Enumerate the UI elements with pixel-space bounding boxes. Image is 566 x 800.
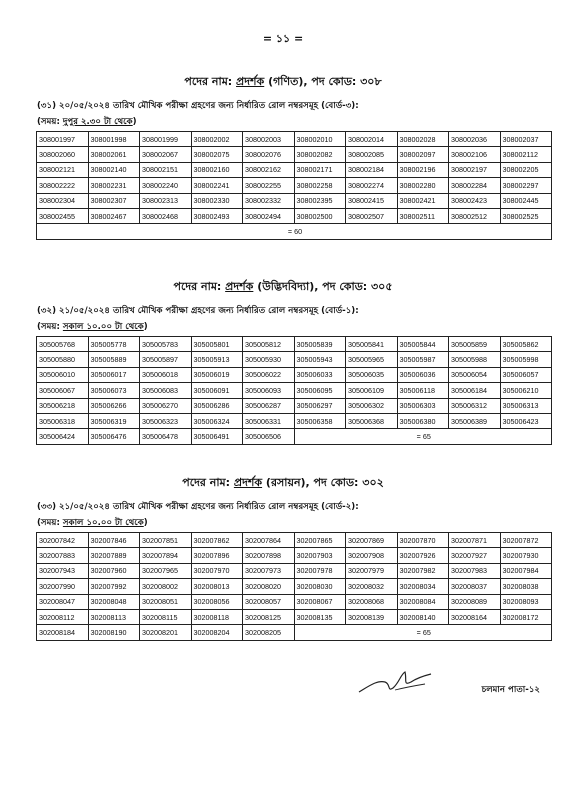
roll-number-cell: 302008020 xyxy=(243,579,295,594)
roll-number-cell: 308002097 xyxy=(397,147,449,162)
roll-number-cell: 305006368 xyxy=(346,413,398,428)
roll-number-cell: 308002085 xyxy=(346,147,398,162)
roll-number-cell: 302008139 xyxy=(346,609,398,624)
roll-number-cell: 308002060 xyxy=(37,147,89,162)
roll-number-cell: 305006331 xyxy=(243,413,295,428)
roll-number-cell: 308002231 xyxy=(88,178,140,193)
roll-number-cell: 305006054 xyxy=(449,367,501,382)
roll-number-cell: 308002002 xyxy=(191,132,243,147)
roll-number-cell: 308002332 xyxy=(243,193,295,208)
roll-number-cell: 305005768 xyxy=(37,337,89,352)
roll-number-cell: 308002525 xyxy=(500,208,552,223)
roll-number-cell: 308002240 xyxy=(140,178,192,193)
roll-number-cell: 308002395 xyxy=(294,193,346,208)
roll-number-cell: 305006506 xyxy=(243,429,295,444)
roll-number-cell: 302008089 xyxy=(449,594,501,609)
total-count: = 60 xyxy=(37,224,552,239)
roll-number-cell: 308002421 xyxy=(397,193,449,208)
roll-number-cell: 305006057 xyxy=(500,367,552,382)
roll-number-cell: 308002028 xyxy=(397,132,449,147)
exam-schedule-line: (৩১) ২০/০৫/২০২৪ তারিখ মৌখিক পরীক্ষা গ্রহণের জন্য নির্ধারিত রোল নম্বরসমূহ (বোর্ড-৩): xyxy=(37,101,359,111)
roll-number-cell: 305005988 xyxy=(449,352,501,367)
roll-number-cell: 308002258 xyxy=(294,178,346,193)
roll-number-cell: 308002241 xyxy=(191,178,243,193)
roll-number-cell: 305006424 xyxy=(37,429,89,444)
roll-number-cell: 302007869 xyxy=(346,533,398,548)
roll-number-cell: 302008037 xyxy=(449,579,501,594)
roll-number-cell: 302008013 xyxy=(191,579,243,594)
signature xyxy=(355,662,435,702)
table-row xyxy=(37,178,552,193)
roll-number-cell: 308001998 xyxy=(88,132,140,147)
roll-number-cell: 305005930 xyxy=(243,352,295,367)
roll-number-cell: 302008118 xyxy=(191,609,243,624)
roll-number-cell: 308002280 xyxy=(397,178,449,193)
post-title-prefix: পদের নাম: xyxy=(182,476,234,489)
roll-number-cell: 302007990 xyxy=(37,579,89,594)
time-prefix: (সময়: xyxy=(37,518,63,528)
roll-number-cell: 305006010 xyxy=(37,367,89,382)
time-suffix: ) xyxy=(143,518,148,528)
roll-number-cell: 302007927 xyxy=(449,548,501,563)
table-row xyxy=(37,429,552,444)
table-row xyxy=(37,594,552,609)
roll-number-cell: 302007851 xyxy=(140,533,192,548)
roll-number-cell: 302007908 xyxy=(346,548,398,563)
roll-number-cell: 308002197 xyxy=(449,162,501,177)
roll-number-cell: 302008125 xyxy=(243,609,295,624)
roll-number-cell: 305006380 xyxy=(397,413,449,428)
roll-number-cell: 308002304 xyxy=(37,193,89,208)
table-row xyxy=(37,147,552,162)
roll-number-cell: 308002160 xyxy=(191,162,243,177)
roll-number-cell: 305006093 xyxy=(243,383,295,398)
roll-number-cell: 302008204 xyxy=(191,625,243,640)
total-count: = 65 xyxy=(294,429,552,444)
exam-time-line xyxy=(37,516,566,530)
roll-number-cell: 302008056 xyxy=(191,594,243,609)
roll-number-cell: 305005778 xyxy=(88,337,140,352)
table-row xyxy=(37,193,552,208)
roll-number-cell: 305005862 xyxy=(500,337,552,352)
roll-table-body xyxy=(37,533,552,641)
roll-number-cell: 308002075 xyxy=(191,147,243,162)
roll-number-cell: 308002151 xyxy=(140,162,192,177)
roll-number-cell: 302007842 xyxy=(37,533,89,548)
exam-schedule-line: (৩২) ২১/০৫/২০২৪ তারিখ মৌখিক পরীক্ষা গ্রহণের জন্য নির্ধারিত রোল নম্বরসমূহ (বোর্ড-১): xyxy=(37,306,359,316)
roll-number-cell: 308002205 xyxy=(500,162,552,177)
table-row xyxy=(37,398,552,413)
post-title-name: প্রদর্শক xyxy=(233,476,263,489)
roll-number-cell: 308002140 xyxy=(88,162,140,177)
roll-number-cell: 308002255 xyxy=(243,178,295,193)
roll-number-cell: 302007871 xyxy=(449,533,501,548)
time-suffix: ) xyxy=(132,117,137,127)
roll-number-cell: 302007979 xyxy=(346,563,398,578)
roll-number-cell: 305006218 xyxy=(37,398,89,413)
roll-number-cell: 302008047 xyxy=(37,594,89,609)
roll-number-cell: 302007960 xyxy=(88,563,140,578)
roll-number-cell: 308002493 xyxy=(191,208,243,223)
roll-number-cell: 308002036 xyxy=(449,132,501,147)
roll-number-cell: 308002196 xyxy=(397,162,449,177)
roll-number-cell: 305006324 xyxy=(191,413,243,428)
section-mathematics xyxy=(0,73,566,240)
roll-number-cell: 308002468 xyxy=(140,208,192,223)
continued-page-label: চলমান পাতা-১২ xyxy=(481,685,540,695)
roll-number-cell: 302007889 xyxy=(88,548,140,563)
roll-number-cell: 302007978 xyxy=(294,563,346,578)
roll-number-cell: 302007973 xyxy=(243,563,295,578)
roll-number-cell: 305006019 xyxy=(191,367,243,382)
roll-number-cell: 308002512 xyxy=(449,208,501,223)
roll-number-cell: 302007903 xyxy=(294,548,346,563)
section-botany xyxy=(0,278,566,445)
table-row xyxy=(37,337,552,352)
exam-time-line xyxy=(37,115,566,129)
roll-number-cell: 302008038 xyxy=(500,579,552,594)
roll-number-cell: 302007883 xyxy=(37,548,89,563)
roll-number-cell: 302008002 xyxy=(140,579,192,594)
time-suffix: ) xyxy=(143,322,148,332)
roll-number-cell: 302007930 xyxy=(500,548,552,563)
table-row xyxy=(37,533,552,548)
roll-number-cell: 302007846 xyxy=(88,533,140,548)
roll-number-cell: 305006083 xyxy=(140,383,192,398)
roll-number-cell: 308002274 xyxy=(346,178,398,193)
post-title-suffix: (গণিত), পদ কোড: ৩০৮ xyxy=(264,75,382,88)
roll-number-cell: 302008140 xyxy=(397,609,449,624)
roll-number-cell: 308002467 xyxy=(88,208,140,223)
roll-number-cell: 308002330 xyxy=(191,193,243,208)
roll-number-cell: 305006303 xyxy=(397,398,449,413)
roll-number-cell: 305005844 xyxy=(397,337,449,352)
roll-number-cell: 305006073 xyxy=(88,383,140,398)
roll-number-cell: 305006423 xyxy=(500,413,552,428)
post-title-name: প্রদর্শক xyxy=(225,280,254,293)
roll-number-cell: 302008093 xyxy=(500,594,552,609)
roll-number-cell: 302008051 xyxy=(140,594,192,609)
roll-number-cell: 308002313 xyxy=(140,193,192,208)
roll-number-cell: 308002500 xyxy=(294,208,346,223)
roll-number-cell: 302008115 xyxy=(140,609,192,624)
roll-number-cell: 302008067 xyxy=(294,594,346,609)
roll-number-cell: 308002511 xyxy=(397,208,449,223)
roll-number-cell: 302008190 xyxy=(88,625,140,640)
roll-number-cell: 305006302 xyxy=(346,398,398,413)
table-row xyxy=(37,579,552,594)
roll-number-cell: 302007970 xyxy=(191,563,243,578)
roll-number-cell: 308002494 xyxy=(243,208,295,223)
roll-number-cell: 305006118 xyxy=(397,383,449,398)
roll-number-cell: 302008184 xyxy=(37,625,89,640)
roll-number-table xyxy=(36,336,552,445)
roll-number-cell: 302008164 xyxy=(449,609,501,624)
roll-number-cell: 305006491 xyxy=(191,429,243,444)
table-row xyxy=(37,609,552,624)
roll-number-cell: 305006318 xyxy=(37,413,89,428)
roll-number-cell: 305006035 xyxy=(346,367,398,382)
table-row xyxy=(37,132,552,147)
roll-number-cell: 308002284 xyxy=(449,178,501,193)
roll-table-body xyxy=(37,337,552,445)
roll-number-cell: 302007965 xyxy=(140,563,192,578)
roll-number-cell: 308001999 xyxy=(140,132,192,147)
roll-number-cell: 302008135 xyxy=(294,609,346,624)
roll-number-cell: 305005965 xyxy=(346,352,398,367)
roll-number-cell: 305006287 xyxy=(243,398,295,413)
roll-number-cell: 302008068 xyxy=(346,594,398,609)
time-prefix: (সময়: xyxy=(37,117,63,127)
roll-number-cell: 305005998 xyxy=(500,352,552,367)
page-number: = ১১ = xyxy=(262,32,304,45)
roll-number-cell: 308001997 xyxy=(37,132,89,147)
roll-number-cell: 305006323 xyxy=(140,413,192,428)
post-title-prefix: পদের নাম: xyxy=(173,280,226,293)
roll-number-cell: 305006389 xyxy=(449,413,501,428)
table-row xyxy=(37,625,552,640)
roll-number-cell: 305006358 xyxy=(294,413,346,428)
roll-number-cell: 305005812 xyxy=(243,337,295,352)
roll-number-cell: 305005801 xyxy=(191,337,243,352)
roll-number-cell: 308002067 xyxy=(140,147,192,162)
roll-number-cell: 308002061 xyxy=(88,147,140,162)
table-row xyxy=(37,352,552,367)
roll-number-cell: 305006313 xyxy=(500,398,552,413)
roll-number-cell: 302008201 xyxy=(140,625,192,640)
roll-number-cell: 302007926 xyxy=(397,548,449,563)
roll-number-cell: 302008113 xyxy=(88,609,140,624)
table-row xyxy=(37,413,552,428)
roll-number-cell: 302007894 xyxy=(140,548,192,563)
roll-number-cell: 305006312 xyxy=(449,398,501,413)
roll-number-cell: 305006286 xyxy=(191,398,243,413)
roll-number-cell: 305005897 xyxy=(140,352,192,367)
roll-number-cell: 308002014 xyxy=(346,132,398,147)
roll-number-cell: 305006036 xyxy=(397,367,449,382)
roll-number-cell: 302008172 xyxy=(500,609,552,624)
table-row xyxy=(37,224,552,239)
roll-number-cell: 308002037 xyxy=(500,132,552,147)
table-row xyxy=(37,563,552,578)
roll-number-cell: 305005841 xyxy=(346,337,398,352)
roll-number-cell: 302007982 xyxy=(397,563,449,578)
roll-number-cell: 305006184 xyxy=(449,383,501,398)
exam-schedule-line: (৩৩) ২১/০৫/২০২৪ তারিখ মৌখিক পরীক্ষা গ্রহণের জন্য নির্ধারিত রোল নম্বরসমূহ (বোর্ড-২): xyxy=(37,502,359,512)
post-title-name: প্রদর্শক xyxy=(236,75,265,88)
table-row xyxy=(37,208,552,223)
roll-number-cell: 308002297 xyxy=(500,178,552,193)
section-chemistry xyxy=(0,474,566,641)
roll-number-cell: 308002507 xyxy=(346,208,398,223)
roll-number-cell: 305006297 xyxy=(294,398,346,413)
roll-number-cell: 308002076 xyxy=(243,147,295,162)
roll-number-cell: 302007992 xyxy=(88,579,140,594)
roll-number-cell: 308002082 xyxy=(294,147,346,162)
roll-table-body xyxy=(37,132,552,240)
roll-number-cell: 302007864 xyxy=(243,533,295,548)
roll-number-cell: 308002121 xyxy=(37,162,89,177)
roll-number-cell: 302008112 xyxy=(37,609,89,624)
roll-number-cell: 305005913 xyxy=(191,352,243,367)
table-row xyxy=(37,162,552,177)
roll-number-cell: 308002423 xyxy=(449,193,501,208)
roll-number-cell: 308002415 xyxy=(346,193,398,208)
table-row xyxy=(37,383,552,398)
roll-number-cell: 302007943 xyxy=(37,563,89,578)
roll-number-cell: 305005783 xyxy=(140,337,192,352)
roll-number-cell: 308002307 xyxy=(88,193,140,208)
roll-number-cell: 308002112 xyxy=(500,147,552,162)
time-prefix: (সময়: xyxy=(37,322,63,332)
roll-number-table xyxy=(36,532,552,641)
roll-number-cell: 305006478 xyxy=(140,429,192,444)
roll-number-cell: 308002184 xyxy=(346,162,398,177)
roll-number-cell: 302008084 xyxy=(397,594,449,609)
roll-number-cell: 302008048 xyxy=(88,594,140,609)
roll-number-cell: 305006476 xyxy=(88,429,140,444)
roll-number-cell: 308002222 xyxy=(37,178,89,193)
post-title xyxy=(0,73,566,92)
roll-number-cell: 308002455 xyxy=(37,208,89,223)
total-count: = 65 xyxy=(294,625,552,640)
roll-number-cell: 302007870 xyxy=(397,533,449,548)
roll-number-cell: 302008030 xyxy=(294,579,346,594)
roll-number-cell: 305006033 xyxy=(294,367,346,382)
roll-number-cell: 308002162 xyxy=(243,162,295,177)
roll-number-cell: 308002003 xyxy=(243,132,295,147)
roll-number-cell: 302007898 xyxy=(243,548,295,563)
roll-number-cell: 305005889 xyxy=(88,352,140,367)
time-value: সকাল ১০.০০ টা থেকে xyxy=(62,322,144,332)
table-row xyxy=(37,548,552,563)
time-value: দুপুর ২.৩০ টা থেকে xyxy=(62,117,133,127)
roll-number-cell: 308002445 xyxy=(500,193,552,208)
roll-number-cell: 305006270 xyxy=(140,398,192,413)
roll-number-cell: 305006210 xyxy=(500,383,552,398)
roll-number-cell: 305006018 xyxy=(140,367,192,382)
roll-number-cell: 308002106 xyxy=(449,147,501,162)
roll-number-cell: 305005839 xyxy=(294,337,346,352)
roll-number-cell: 302008034 xyxy=(397,579,449,594)
post-title-suffix: (রসায়ন), পদ কোড: ৩০২ xyxy=(262,476,384,489)
roll-number-cell: 305006109 xyxy=(346,383,398,398)
roll-number-cell: 302007984 xyxy=(500,563,552,578)
roll-number-cell: 302007865 xyxy=(294,533,346,548)
post-title-prefix: পদের নাম: xyxy=(184,75,237,88)
roll-number-cell: 305006067 xyxy=(37,383,89,398)
roll-number-cell: 308002010 xyxy=(294,132,346,147)
roll-number-cell: 305006017 xyxy=(88,367,140,382)
roll-number-cell: 305006266 xyxy=(88,398,140,413)
roll-number-cell: 302008057 xyxy=(243,594,295,609)
roll-number-cell: 305005943 xyxy=(294,352,346,367)
roll-number-cell: 302008032 xyxy=(346,579,398,594)
post-title-suffix: (উদ্ভিদবিদ্যা), পদ কোড: ৩০৫ xyxy=(253,280,393,293)
roll-number-cell: 305006022 xyxy=(243,367,295,382)
table-row xyxy=(37,367,552,382)
roll-number-cell: 302007872 xyxy=(500,533,552,548)
roll-number-cell: 302007862 xyxy=(191,533,243,548)
post-title xyxy=(0,278,566,297)
exam-time-line xyxy=(37,320,566,334)
roll-number-table xyxy=(36,131,552,240)
post-title xyxy=(0,474,566,493)
roll-number-cell: 302007983 xyxy=(449,563,501,578)
roll-number-cell: 302008205 xyxy=(243,625,295,640)
roll-number-cell: 305006095 xyxy=(294,383,346,398)
roll-number-cell: 305006319 xyxy=(88,413,140,428)
roll-number-cell: 305006091 xyxy=(191,383,243,398)
time-value: সকাল ১০.০০ টা থেকে xyxy=(62,518,144,528)
roll-number-cell: 305005987 xyxy=(397,352,449,367)
roll-number-cell: 305005880 xyxy=(37,352,89,367)
roll-number-cell: 305005859 xyxy=(449,337,501,352)
roll-number-cell: 302007896 xyxy=(191,548,243,563)
roll-number-cell: 308002171 xyxy=(294,162,346,177)
